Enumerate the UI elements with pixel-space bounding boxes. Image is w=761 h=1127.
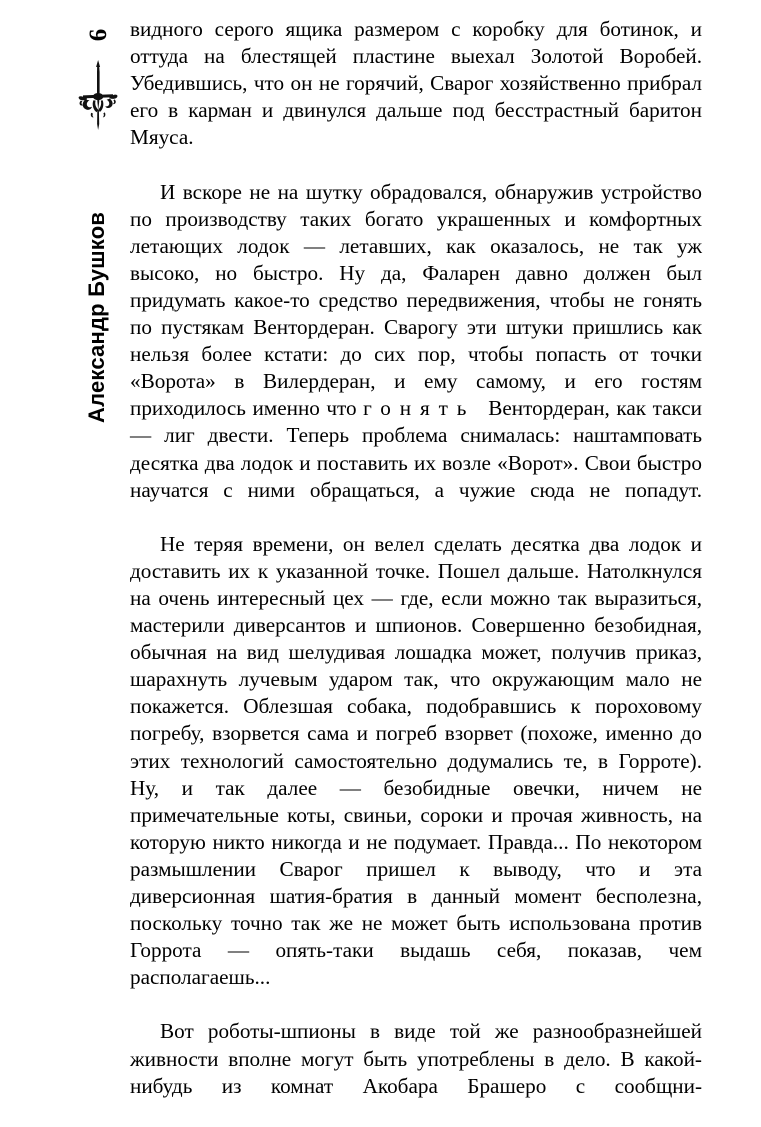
sword-ornament-icon [76,58,120,142]
running-author-label: Александр Бушков [84,211,109,423]
body-text [130,16,702,1127]
body-paragraph: Не теряя времени, он велел сделать десятка два лодок и доставить их к указанной точке. Пошел дальше. Натолкнулся на очень интересный цех — где, если можно так выразиться, мастерили диверсантов и шпионов. Совершенно безобидная, обычная на вид шелудивая лошадка может, получив приказ, шарахнуть лучевым ударом так, что окружающим мало не покажется. Облезшая собака, подобравшись к пороховому погребу, взорвется сама и погреб взорвет (похоже, именно до этих технологий самостоятельно додумались те, в Горроте). Ну, и так далее — безобидные овечки, ничем не примечательные коты, свиньи, сороки и прочая живность, на которую никто никогда и не подумает. Правда... По некотором размышлении Сварог пришел к выводу, что и эта диверсионная шатия-братия в данный момент бесполезна, поскольку точно так же не может быть использована против Горрота — опять-таки выдашь себя, показав, чем располагаешь... [130,531,702,990]
body-paragraph: И вскоре не на шутку обрадовался, обнаружив устройство по производству таких богато украшенных и комфортных летающих лодок — летавших, как оказалось, не так уж высоко, но быстро. Ну да, Фаларен давно должен был придумать какое-то средство передвижения, чтобы не гонять по пустякам Вентордеран. Сварогу эти штуки пришлись как нельзя более кстати: до сих пор, чтобы попасть от точки «Ворота» в Вилердеран, и ему самому, и его гостям приходилось именно что гонять Вентордеран, как такси — лиг двести. Теперь проблема снималась: наштамповать десятка два лодок и поставить их возле «Ворот». Свои быстро научатся с ними обращаться, а чужие сюда не попадут. [130,179,702,502]
left-margin-column [0,0,125,1000]
body-paragraph: Вот роботы-шпионы в виде той же разнообразнейшей живности вполне могут быть употреблены в дело. В какой-нибудь из комнат Акобара Брашеро с сообщни- [130,1019,702,1098]
body-paragraph: видного серого ящика размером с коробку для ботинок, и оттуда на блестящей пластине выехал Золотой Воробей. Убедившись, что он не горячий, Сварог хозяйственно прибрал его в карман и двинулся дальше под бесстрастный баритон Мяуса. [130,17,702,150]
page-number: 6 [84,28,112,42]
emphasized-spaced-text: гонять [363,396,476,421]
running-author [77,143,117,423]
